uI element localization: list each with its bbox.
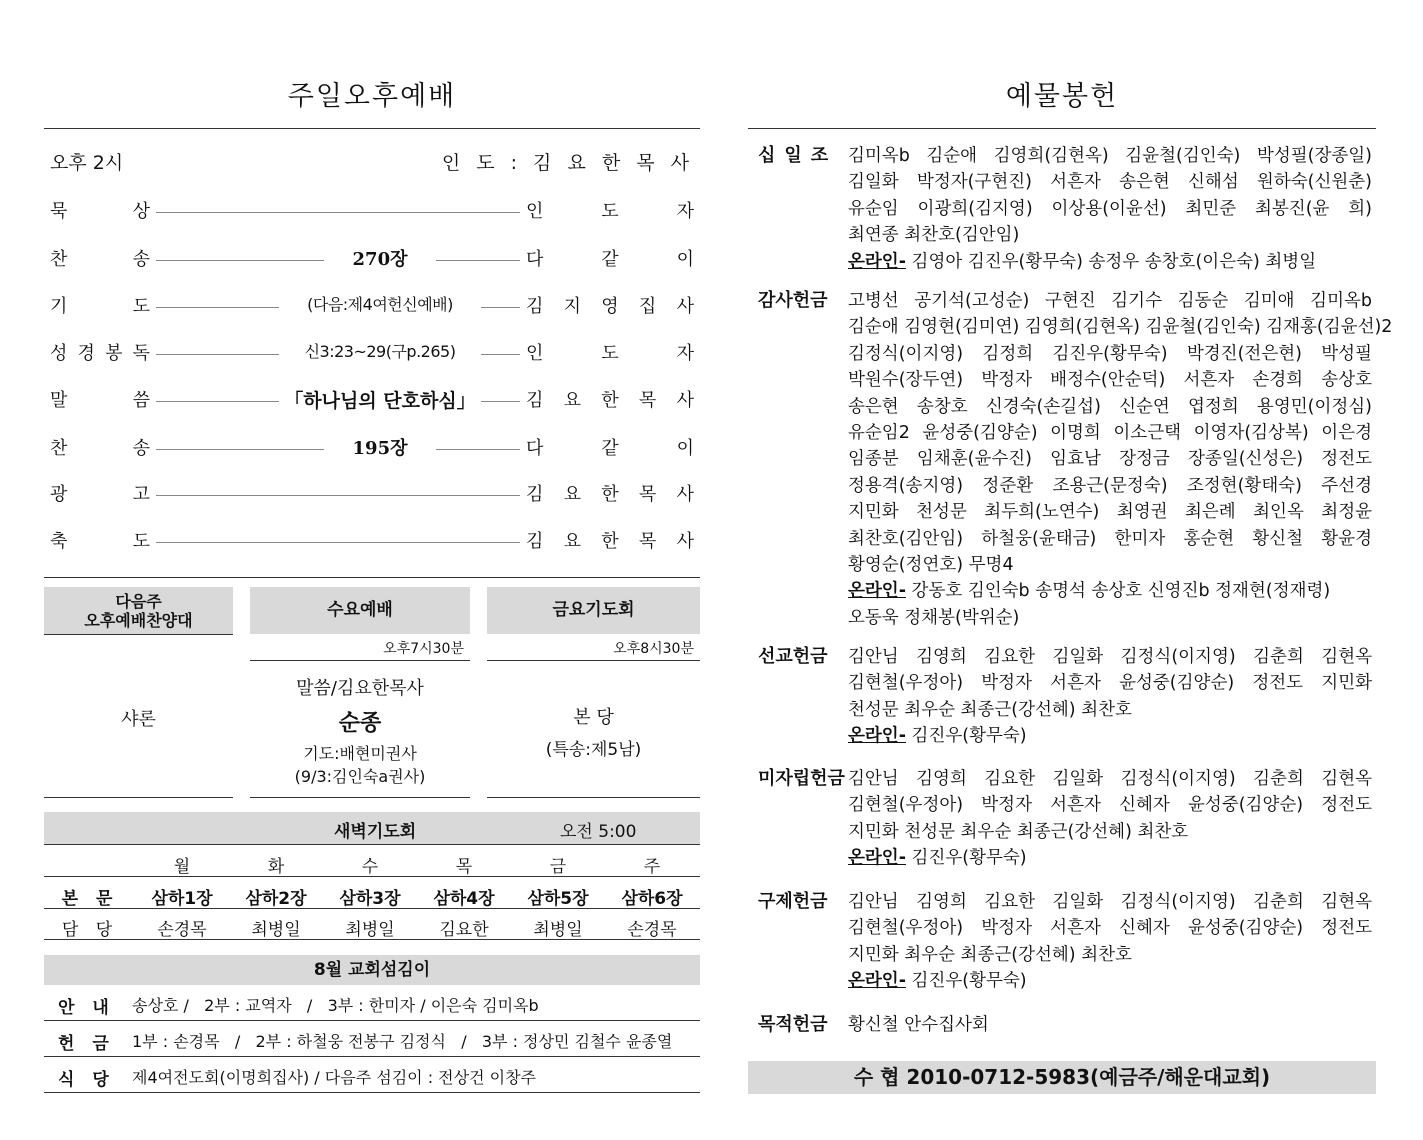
wednesday-preacher: 말씀/김요한목사	[296, 678, 424, 699]
service-person-char: 지	[563, 296, 582, 317]
service-item-detail: 195장	[352, 438, 408, 459]
offering-online-line	[848, 249, 1372, 275]
serving-label: 식 당	[58, 1070, 115, 1090]
offering-line: 김현철(우정아) 박정자 서흔자 윤성중(김양순) 정전도 지민화	[848, 673, 1372, 694]
serving-row	[44, 986, 700, 1020]
online-label: 온라인-	[848, 251, 906, 272]
title-rule	[44, 128, 700, 129]
service-item-char: 고	[132, 484, 150, 505]
offering-names	[848, 1012, 1372, 1038]
dawn-day: 월	[173, 857, 191, 877]
online-names: 강동호 김인숙b 송명석 송상호 신영진b 정재현(정재령)	[905, 581, 1331, 602]
offering-line: 박원수(장두연) 박정자 배정수(안순덕) 서흔자 손경희 송상호	[848, 370, 1372, 391]
online-names: 김진우(황무숙)	[905, 726, 1027, 747]
offering-line: 김안님 김영희 김요한 김일화 김정식(이지영) 김춘희 김현옥	[848, 647, 1372, 667]
offering-line: 고병선 공기석(고성순) 구현진 김기수 김동순 김미애 김미옥b	[848, 291, 1372, 311]
service-item-person	[526, 245, 694, 271]
friday-place: 본 당	[573, 707, 614, 728]
service-row	[50, 245, 700, 275]
wednesday-sermon-title: 순종	[338, 710, 382, 736]
service-person-char: 김	[526, 296, 544, 317]
offering-names	[848, 143, 1372, 275]
offering-names	[848, 889, 1372, 995]
offering-title-rule	[748, 128, 1376, 129]
wednesday-header: 수요예배	[250, 587, 470, 634]
service-item-char: 찬	[50, 438, 68, 459]
service-row	[50, 527, 700, 557]
friday-bottom-rule	[487, 797, 700, 798]
service-person-char: 자	[676, 201, 694, 222]
offering-online-line	[848, 723, 1372, 749]
service-person-char: 사	[676, 484, 694, 505]
dawn-leader: 김요한	[439, 920, 489, 940]
dawn-bible-text: 삼하2장	[245, 889, 307, 909]
service-bottom-rule	[44, 577, 700, 578]
service-item-person	[526, 386, 694, 412]
dawn-bible-text: 삼하6장	[621, 889, 683, 909]
service-item-char: 경	[77, 343, 95, 364]
offering-line: 최연종 최찬호(김안임)	[848, 225, 1020, 246]
dawn-leader: 최병일	[251, 920, 301, 940]
serving-label: 헌 금	[58, 1034, 115, 1054]
service-person-char: 김	[526, 531, 544, 552]
service-item-detail: 「하나님의 단호하심」	[284, 390, 476, 412]
dawn-leader: 최병일	[345, 920, 395, 940]
service-person-char: 사	[676, 390, 694, 411]
service-row	[50, 339, 700, 369]
serving-row	[44, 1022, 700, 1056]
dawn-bottom-rule	[44, 939, 700, 940]
offering-names	[848, 288, 1393, 631]
offering-line: 김안님 김영희 김요한 김일화 김정식(이지영) 김춘희 김현옥	[848, 769, 1372, 789]
service-item-person	[526, 480, 694, 506]
dotted-leader	[481, 307, 520, 308]
service-item-char: 씀	[132, 390, 150, 411]
choir-header-rule	[44, 634, 233, 635]
offering-line: 임종분 임채훈(윤수진) 임효남 장정금 장종일(신성은) 정전도	[848, 449, 1372, 470]
offering-online-line: 오동욱 정채봉(박위순)	[848, 607, 1020, 628]
service-person-char: 다	[526, 438, 544, 459]
service-person-char: 요	[563, 484, 582, 505]
dawn-days-row	[44, 846, 700, 878]
friday-special-song: (특송:제5남)	[545, 740, 642, 760]
offering-line: 지민화 천성문 최두희(노연수) 최영권 최은례 최인옥 최정윤	[848, 502, 1372, 523]
serving-row	[44, 1058, 700, 1092]
service-person-char: 도	[601, 343, 619, 364]
dawn-leader-label: 담 당	[61, 920, 119, 940]
service-row	[50, 292, 700, 322]
serving-rule	[44, 1056, 700, 1057]
service-item-name	[50, 197, 150, 223]
service-person-char: 한	[601, 484, 619, 505]
service-item-name	[50, 527, 150, 553]
serving-text: 1부 : 손경목 / 2부 : 하철웅 전봉구 김정식 / 3부 : 정상민 김철수 윤종열	[132, 1032, 673, 1051]
service-person-char: 같	[601, 438, 619, 459]
dawn-leaders-row	[44, 909, 700, 941]
afternoon-service-title: 주일오후예배	[287, 81, 457, 112]
offering-line: 김일화 박정자(구현진) 서흔자 송은현 신해섬 원하숙(신원춘)	[848, 172, 1372, 193]
dotted-leader	[436, 449, 520, 450]
wednesday-prayer-next: (9/3:김인숙a권사)	[294, 767, 426, 786]
service-row	[50, 480, 700, 510]
service-person-char: 목	[638, 484, 657, 505]
dawn-day: 화	[267, 857, 285, 877]
offering-line: 최찬호(김안임) 하철웅(윤태금) 한미자 홍순현 황신철 황윤경	[848, 528, 1372, 549]
dawn-bible-text: 삼하3장	[339, 889, 401, 909]
wednesday-time: 오후7시30분	[383, 641, 464, 657]
service-item-char: 기	[50, 296, 68, 317]
bank-account: 수 협 2010-0712-5983(예금주/해운대교회)	[748, 1061, 1376, 1094]
service-item-detail: 270장	[352, 249, 408, 270]
service-person-char: 인	[526, 343, 544, 364]
friday-time-rule	[487, 660, 700, 661]
service-item-char: 말	[50, 390, 68, 411]
offering-line: 김정식(이지영) 김정희 김진우(황무숙) 박경진(전은현) 박성필	[848, 343, 1372, 364]
dawn-leader: 손경목	[627, 920, 677, 940]
dotted-leader	[481, 401, 520, 402]
offering-line: 유순임 이광희(김지영) 이상용(이윤선) 최민준 최봉진(윤 희)	[848, 198, 1372, 219]
service-item-char: 독	[132, 343, 150, 364]
choir-bottom-rule	[44, 797, 233, 798]
offering-names	[848, 766, 1372, 872]
service-item-char: 도	[132, 531, 150, 552]
dawn-prayer-header	[44, 812, 700, 844]
offering-line: 김현철(우정아) 박정자 서흔자 신혜자 윤성중(김양순) 정전도	[848, 795, 1372, 816]
service-item-char: 상	[132, 201, 150, 222]
offering-category: 선교헌금	[758, 646, 828, 667]
dawn-day: 목	[455, 857, 473, 877]
service-person-char: 자	[676, 343, 694, 364]
service-person-char: 목	[638, 390, 657, 411]
choir-name: 샤론	[121, 709, 156, 730]
offering-category: 미자립헌금	[758, 768, 845, 789]
service-person-char: 김	[526, 484, 544, 505]
serving-rule	[44, 1020, 700, 1021]
offering-line: 천성문 최우순 최종근(강선혜) 최찬호	[848, 699, 1132, 720]
service-item-name	[50, 245, 150, 271]
dotted-leader	[156, 495, 520, 496]
service-person-char: 김	[526, 390, 544, 411]
online-names: 김영아 김진우(황무숙) 송정우 송창호(이은숙) 최병일	[905, 251, 1317, 272]
service-person-char: 이	[676, 249, 694, 270]
service-row	[50, 197, 700, 227]
dawn-prayer-title: 새벽기도회	[334, 822, 417, 842]
friday-header: 금요기도회	[487, 587, 700, 634]
service-header	[50, 148, 694, 176]
offering-line: 김현철(우정아) 박정자 서흔자 신혜자 윤성중(김양순) 정전도	[848, 918, 1372, 939]
service-person-char: 한	[601, 390, 619, 411]
service-item-char: 송	[132, 438, 150, 459]
service-person-char: 한	[601, 531, 619, 552]
online-names: 김진우(황무숙)	[905, 848, 1027, 869]
serving-text: 송상호 / 2부 : 교역자 / 3부 : 한미자 / 이은숙 김미옥b	[132, 996, 539, 1015]
offering-title: 예물봉헌	[1005, 81, 1119, 112]
dawn-day: 주	[643, 857, 661, 877]
online-names: 김진우(황무숙)	[905, 971, 1027, 992]
service-item-char: 축	[50, 531, 68, 552]
service-item-detail: (다음:제4여헌신예배)	[307, 295, 453, 314]
friday-time: 오후8시30분	[613, 641, 694, 657]
service-item-person	[526, 527, 694, 553]
dotted-leader	[156, 212, 520, 213]
dawn-text-label: 본 문	[61, 889, 119, 909]
offering-online-line	[848, 968, 1372, 994]
dawn-texts-row	[44, 878, 700, 910]
service-item-name	[50, 339, 150, 365]
dawn-prayer-time: 오전 5:00	[560, 822, 637, 842]
dotted-leader	[436, 260, 520, 261]
dotted-leader	[156, 542, 520, 543]
service-item-char: 송	[132, 249, 150, 270]
dawn-day: 수	[361, 857, 379, 877]
service-item-person	[526, 292, 694, 318]
service-item-char: 찬	[50, 249, 68, 270]
offering-line: 송은현 송창호 신경숙(손길섭) 신순연 엽정희 용영민(이정심)	[848, 396, 1372, 417]
service-item-name	[50, 292, 150, 318]
serving-label: 안 내	[58, 998, 115, 1018]
offering-line: 김안님 김영희 김요한 김일화 김정식(이지영) 김춘희 김현옥	[848, 892, 1372, 912]
online-label: 온라인-	[848, 581, 906, 602]
offering-names	[848, 644, 1372, 750]
online-label: 온라인-	[848, 971, 906, 992]
service-row	[50, 434, 700, 464]
wednesday-prayer: 기도:배현미권사	[303, 744, 417, 763]
service-item-person	[526, 434, 694, 460]
service-item-person	[526, 339, 694, 365]
offering-category: 목적헌금	[758, 1014, 828, 1035]
dawn-day: 금	[549, 857, 567, 877]
dawn-bible-text: 삼하1장	[151, 889, 213, 909]
dawn-leader: 손경목	[157, 920, 207, 940]
service-person-char: 인	[526, 201, 544, 222]
service-item-char: 광	[50, 484, 68, 505]
wednesday-time-rule	[250, 660, 470, 661]
service-person-char: 요	[563, 531, 582, 552]
offering-line: 지민화 천성문 최우순 최종근(강선혜) 최찬호	[848, 821, 1189, 842]
service-time: 오후 2시	[50, 152, 124, 174]
service-person-char: 사	[676, 531, 694, 552]
service-person-char: 다	[526, 249, 544, 270]
service-person-char: 집	[638, 296, 657, 317]
serving-text: 제4여전도회(이명희집사) / 다음주 섬김이 : 전상건 이창주	[132, 1068, 536, 1087]
offering-line: 유순임2 윤성중(김양순) 이명희 이소근택 이영자(김상복) 이은경	[848, 423, 1372, 444]
service-item-char: 도	[132, 296, 150, 317]
dawn-bible-text: 삼하5장	[527, 889, 589, 909]
wednesday-bottom-rule	[250, 797, 470, 798]
dawn-header-rule	[44, 844, 700, 845]
serving-header: 8월 교회섬김이	[44, 955, 700, 985]
offering-line: 정용격(송지영) 정준환 조용근(문정숙) 조정현(황태숙) 주선경	[848, 475, 1372, 496]
service-person-char: 목	[638, 531, 657, 552]
choir-header-line1: 다음주	[115, 592, 162, 611]
service-person-char: 요	[563, 390, 582, 411]
service-item-detail: 신3:23~29(구p.265)	[304, 342, 456, 361]
dotted-leader	[481, 354, 520, 355]
choir-header-line2: 오후예배찬양대	[84, 611, 193, 630]
service-person-char: 같	[601, 249, 619, 270]
service-person-char: 이	[676, 438, 694, 459]
service-item-char: 성	[50, 343, 68, 364]
offering-line: 황영순(정연호) 무명4	[848, 555, 1014, 576]
service-person-char: 도	[601, 201, 619, 222]
offering-category: 구제헌금	[758, 891, 828, 912]
online-label: 온라인-	[848, 848, 906, 869]
service-item-name	[50, 386, 150, 412]
offering-line: 황신철 안수집사회	[848, 1015, 989, 1035]
service-person-char: 사	[676, 296, 694, 317]
service-item-name	[50, 480, 150, 506]
offering-line: 지민화 최우순 최종근(강선혜) 최찬호	[848, 944, 1132, 965]
online-label: 온라인-	[848, 726, 906, 747]
serving-rule	[44, 1092, 700, 1093]
choir-header	[44, 587, 233, 634]
offering-line: 김미옥b 김순애 김영희(김현옥) 김윤철(김인숙) 박성필(장종일)	[848, 146, 1372, 166]
offering-online-line	[848, 845, 1372, 871]
service-item-person	[526, 197, 694, 223]
service-person-char: 영	[601, 296, 619, 317]
offering-category: 감사헌금	[758, 290, 828, 311]
dawn-leader: 최병일	[533, 920, 583, 940]
dawn-bible-text: 삼하4장	[433, 889, 495, 909]
service-item-name	[50, 434, 150, 460]
dawn-days-rule	[44, 876, 700, 877]
offering-line: 김순애 김영현(김미연) 김영희(김현옥) 김윤철(김인숙) 김재홍(김윤선)2	[848, 317, 1393, 338]
service-leader: 인 도 : 김 요 한 목 사	[441, 152, 694, 174]
offering-category: 십일조	[758, 145, 838, 166]
service-item-char: 묵	[50, 201, 68, 222]
offering-online-line	[848, 578, 1372, 604]
service-row	[50, 386, 700, 416]
service-item-char: 봉	[105, 343, 123, 364]
